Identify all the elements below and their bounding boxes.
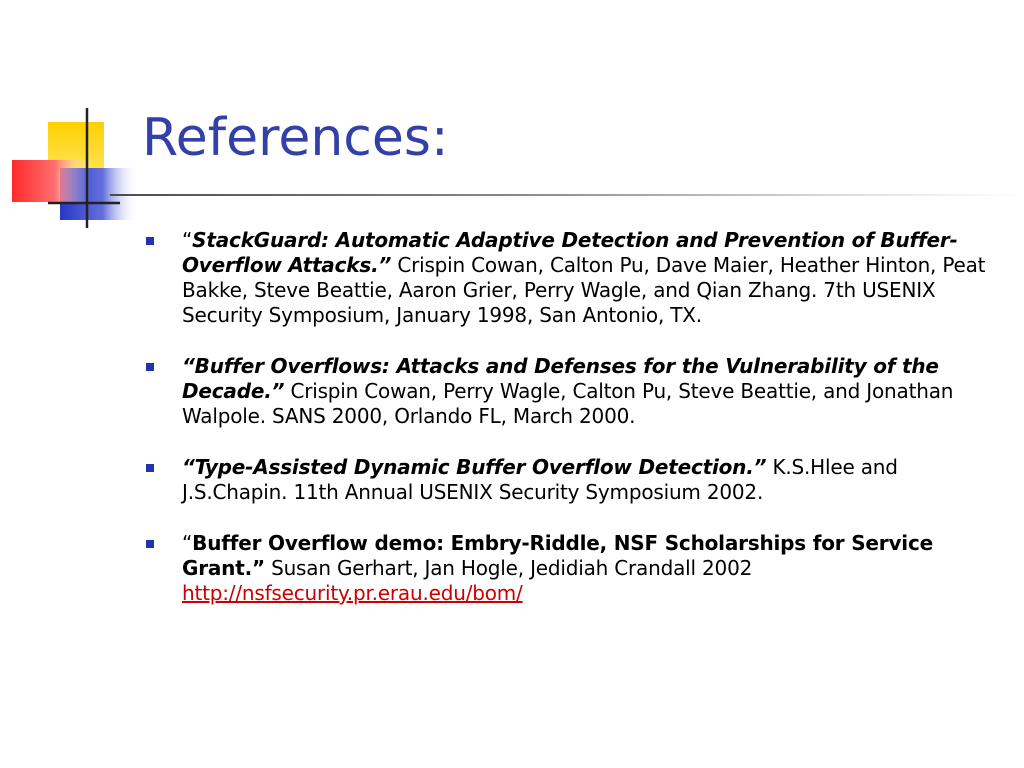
reference-url-link[interactable]: http://nsfsecurity.pr.erau.edu/bom/ bbox=[182, 581, 523, 605]
decor-red-square bbox=[12, 160, 90, 202]
reference-details: Crispin Cowan, Perry Wagle, Calton Pu, Steve Beattie, and Jonathan Walpole. SANS 2000, Orlando FL, March 2000. bbox=[182, 379, 954, 428]
reference-item bbox=[144, 228, 1004, 328]
reference-text bbox=[182, 228, 1004, 328]
open-quote: “ bbox=[182, 228, 193, 252]
square-bullet-icon bbox=[146, 363, 154, 371]
square-bullet-icon bbox=[146, 464, 154, 472]
reference-item bbox=[144, 531, 1004, 606]
reference-item bbox=[144, 455, 1004, 505]
reference-item bbox=[144, 354, 1004, 429]
title-divider bbox=[110, 194, 1024, 196]
reference-details: K.S.Hlee and J.S.Chapin. 11th Annual USENIX Security Symposium 2002. bbox=[182, 455, 898, 504]
open-quote: “ bbox=[182, 531, 193, 555]
reference-title: StackGuard: Automatic Adaptive Detection and Prevention of Buffer-Overflow Attacks.” bbox=[182, 228, 958, 277]
reference-text bbox=[182, 354, 1004, 429]
reference-title: Buffer Overflow demo: Embry-Riddle, NSF Scholarships for Service Grant.” bbox=[182, 531, 933, 580]
corner-decoration bbox=[0, 0, 140, 240]
reference-text bbox=[182, 531, 1004, 606]
reference-text bbox=[182, 455, 1004, 505]
reference-title: “Type-Assisted Dynamic Buffer Overflow Detection.” bbox=[182, 455, 767, 479]
slide-title: References: bbox=[142, 108, 449, 168]
reference-list bbox=[144, 228, 1004, 606]
square-bullet-icon bbox=[146, 540, 154, 548]
reference-details: Crispin Cowan, Calton Pu, Dave Maier, Heather Hinton, Peat Bakke, Steve Beattie, Aaron Grier, Perry Wagle, and Qian Zhang. 7th USENIX Security Symposium, January 1998, San Antonio, TX. bbox=[182, 253, 986, 327]
reference-details: Susan Gerhart, Jan Hogle, Jedidiah Crandall 2002 bbox=[264, 556, 753, 580]
reference-title: “Buffer Overflows: Attacks and Defenses for the Vulnerability of the Decade.” bbox=[182, 354, 939, 403]
square-bullet-icon bbox=[146, 237, 154, 245]
